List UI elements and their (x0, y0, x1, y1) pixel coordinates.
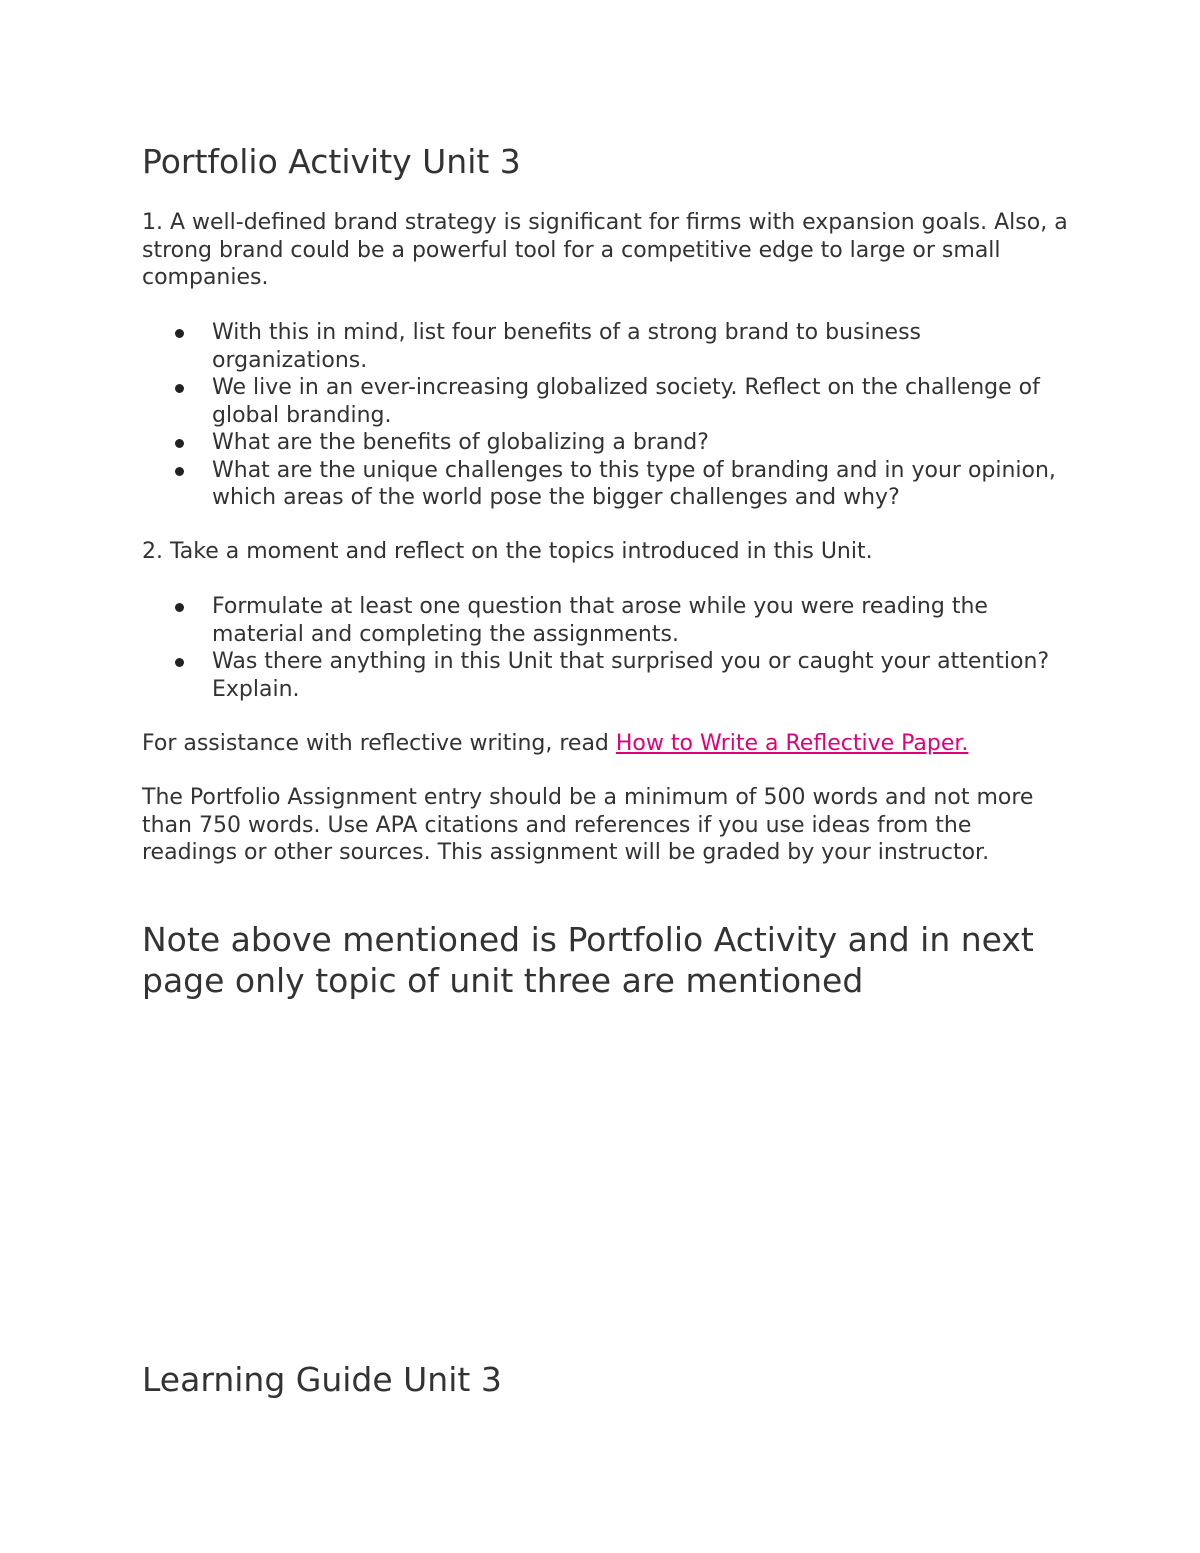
list-item: What are the benefits of globalizing a brand? (142, 429, 1072, 457)
assistance-paragraph (142, 730, 1072, 758)
list-item: With this in mind, list four benefits of a strong brand to business organizations. (142, 319, 1072, 374)
note-heading: Note above mentioned is Portfolio Activity and in next page only topic of unit three are mentioned (142, 920, 1034, 1000)
list-item: What are the unique challenges to this type of branding and in your opinion, which areas of the world pose the bigger challenges and why? (142, 457, 1072, 512)
list-item: We live in an ever-increasing globalized society. Reflect on the challenge of global branding. (142, 374, 1072, 429)
list-item: Formulate at least one question that arose while you were reading the material and completing the assignments. (142, 593, 1072, 648)
list-item: Was there anything in this Unit that surprised you or caught your attention? Explain. (142, 648, 1072, 703)
question-1-text: 1. A well-defined brand strategy is significant for firms with expansion goals. Also, a strong brand could be a powerful tool for a competitive edge to large or small companies. (142, 210, 1068, 290)
assistance-prefix: For assistance with reflective writing, read (142, 731, 616, 756)
page-title: Portfolio Activity Unit 3 (142, 142, 521, 181)
question-2-bullet-list (142, 593, 1072, 703)
requirements-paragraph: The Portfolio Assignment entry should be a minimum of 500 words and not more than 750 words. Use APA citations and references if you use ideas from the readings or other sources. This assignment will be graded by your instructor. (142, 785, 1034, 865)
reflective-paper-link[interactable]: How to Write a Reflective Paper. (615, 731, 969, 756)
question-2-text: 2. Take a moment and reflect on the topics introduced in this Unit. (142, 539, 873, 564)
learning-guide-title: Learning Guide Unit 3 (142, 1360, 502, 1399)
question-1-bullet-list (142, 319, 1072, 512)
